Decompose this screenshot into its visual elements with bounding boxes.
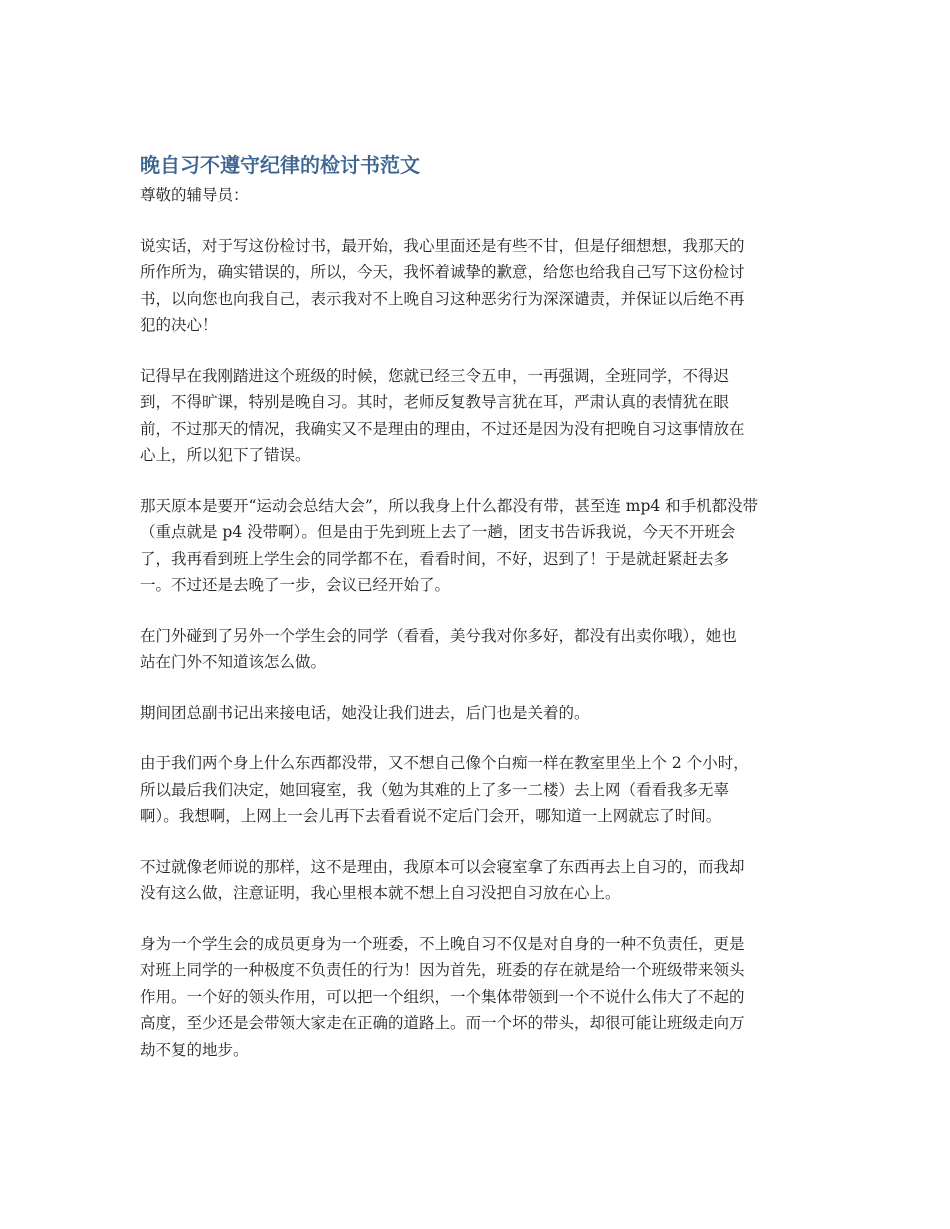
body-paragraph	[140, 750, 810, 830]
body-text	[140, 233, 810, 1064]
paragraph-line: 不过就像老师说的那样，这不是理由，我原本可以会寝室拿了东西再去上自习的，而我却	[140, 857, 745, 876]
body-paragraph	[140, 493, 810, 599]
document-page	[140, 150, 810, 1063]
body-paragraph	[140, 854, 810, 907]
paragraph-line: 记得早在我刚踏进这个班级的时候，您就已经三令五申，一再强调，全班同学，不得迟	[140, 366, 730, 385]
paragraph-line: 书，以向您也向我自己，表示我对不上晚自习这种恶劣行为深深谴责，并保证以后绝不再	[140, 289, 745, 308]
paragraph-line: 了，我再看到班上学生会的同学都不在，看看时间，不好，迟到了！于是就赶紧赶去多	[140, 549, 730, 568]
paragraph-line: 对班上同学的一种极度不负责任的行为！因为首先，班委的存在就是给一个班级带来领头	[140, 961, 745, 979]
paragraph-line: 所以最后我们决定，她回寝室，我（勉为其难的上了多一二楼）去上网（看看我多无辜	[140, 780, 730, 799]
paragraph-line: 所作所为，确实错误的，所以，今天，我怀着诚挚的歉意，给您也给我自己写下这份检讨	[140, 263, 745, 281]
paragraph-line: 啊）。我想啊，上网上一会儿再下去看看说不定后门会开，哪知道一上网就忘了时间。	[140, 807, 722, 825]
paragraph-line: 期间团总副书记出来接电话，她没让我们进去，后门也是关着的。	[140, 703, 590, 722]
paragraph-line: 一。不过还是去晚了一步，会议已经开始了。	[140, 576, 451, 594]
body-paragraph	[140, 363, 810, 469]
paragraph-line: 在门外碰到了另外一个学生会的同学（看看，美兮我对你多好，都没有出卖你哦），她也	[140, 626, 737, 645]
salutation: 尊敬的辅导员：	[140, 186, 249, 204]
paragraph-line: 没有这么做，注意证明，我心里根本就不想上自习没把自习放在心上。	[140, 884, 621, 902]
paragraph-line: 到，不得旷课，特别是晚自习。其时，老师反复教导言犹在耳，严肃认真的表情犹在眼	[140, 393, 730, 411]
paragraph-line: 作用。一个好的领头作用，可以把一个组织，一个集体带领到一个不说什么伟大了不起的	[140, 987, 745, 1006]
body-paragraph	[140, 233, 810, 339]
body-paragraph	[140, 623, 810, 676]
document-title: 晚自习不遵守纪律的检讨书范文	[140, 153, 420, 177]
paragraph-line: 站在门外不知道该怎么做。	[140, 653, 327, 671]
paragraph-line: 那天原本是要开“运动会总结大会”，所以我身上什么都没有带，甚至连 mp4 和手机都没带	[140, 496, 759, 515]
paragraph-line: 说实话，对于写这份检讨书，最开始，我心里面还是有些不甘，但是仔细想想，我那天的	[140, 236, 745, 255]
paragraph-line: 犯的决心！	[140, 316, 218, 334]
body-paragraph	[140, 700, 810, 727]
paragraph-line: （重点就是 p4 没带啊）。但是由于先到班上去了一趟，团支书告诉我说，今天不开班会	[140, 523, 736, 541]
paragraph-line: 心上，所以犯下了错误。	[140, 446, 311, 464]
paragraph-line: 身为一个学生会的成员更身为一个班委，不上晚自习不仅是对自身的一种不负责任，更是	[140, 934, 745, 953]
paragraph-line: 由于我们两个身上什么东西都没带，又不想自己像个白痴一样在教室里坐上个 2 个小时，	[140, 754, 749, 772]
body-paragraph	[140, 931, 810, 1064]
paragraph-line: 前，不过那天的情况，我确实又不是理由的理由，不过还是因为没有把晚自习这事情放在	[140, 419, 745, 438]
paragraph-line: 高度，至少还是会带领大家走在正确的道路上。而一个坏的带头，却很可能让班级走向万	[140, 1014, 745, 1032]
paragraph-line: 劫不复的地步。	[140, 1040, 249, 1059]
